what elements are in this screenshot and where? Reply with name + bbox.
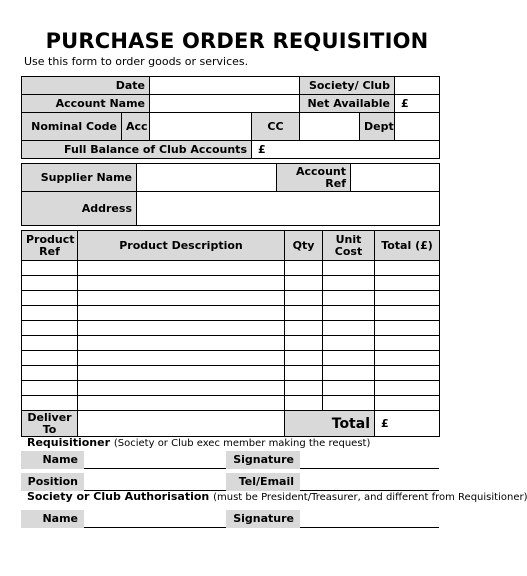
auth-name-label: Name (21, 510, 84, 528)
req-signature-label: Signature (226, 451, 300, 469)
auth-name-field[interactable] (84, 527, 226, 528)
authorisation-note: (must be President/Treasurer, and different from Requisitioner) (213, 492, 527, 503)
grand-total-field[interactable]: £ (375, 411, 440, 437)
date-label: Date (22, 77, 150, 95)
address-field[interactable] (137, 192, 440, 226)
supplier-table (21, 163, 440, 226)
grand-total-label: Total (285, 411, 375, 437)
supplier-name-label: Supplier Name (22, 164, 137, 192)
form-subtitle: Use this form to order goods or services. (24, 55, 249, 68)
account-ref-field[interactable] (351, 164, 440, 192)
auth-signature-field[interactable] (300, 527, 439, 528)
acc-field[interactable] (150, 113, 252, 141)
requisitioner-heading (27, 436, 370, 449)
full-balance-label: Full Balance of Club Accounts (22, 141, 252, 159)
nominal-code-label: Nominal Code (22, 113, 122, 141)
details-table (21, 76, 440, 159)
table-row (22, 336, 440, 351)
table-row (22, 276, 440, 291)
net-available-label: Net Available (300, 95, 395, 113)
table-row (22, 261, 440, 276)
col-unit-cost: Unit Cost (323, 231, 375, 261)
account-ref-label: Account Ref (277, 164, 351, 192)
full-balance-field[interactable]: £ (252, 141, 440, 159)
table-row (22, 396, 440, 411)
account-name-label: Account Name (22, 95, 150, 113)
auth-signature-label: Signature (226, 510, 300, 528)
cc-label: CC (252, 113, 300, 141)
society-club-field[interactable] (395, 77, 440, 95)
req-name-label: Name (21, 451, 84, 469)
dept-field[interactable] (395, 113, 440, 141)
req-name-field[interactable] (84, 468, 226, 469)
req-position-label: Position (21, 473, 84, 491)
table-row (22, 351, 440, 366)
req-tel-email-label: Tel/Email (226, 473, 300, 491)
col-product-description: Product Description (78, 231, 285, 261)
supplier-name-field[interactable] (137, 164, 277, 192)
net-available-field[interactable]: £ (395, 95, 440, 113)
col-product-ref: Product Ref (22, 231, 78, 261)
cc-field[interactable] (300, 113, 360, 141)
req-signature-field[interactable] (300, 468, 439, 469)
form-title: PURCHASE ORDER REQUISITION (45, 29, 429, 53)
dept-label: Dept (360, 113, 395, 141)
table-row (22, 306, 440, 321)
acc-label: Acc (122, 113, 150, 141)
table-row (22, 381, 440, 396)
col-total: Total (£) (375, 231, 440, 261)
table-row (22, 291, 440, 306)
table-row (22, 366, 440, 381)
deliver-to-field[interactable] (78, 411, 285, 437)
table-row (22, 321, 440, 336)
items-table (21, 230, 440, 437)
account-name-field[interactable] (150, 95, 300, 113)
address-label: Address (22, 192, 137, 226)
authorisation-heading (27, 490, 527, 503)
deliver-to-label: Deliver To (22, 411, 78, 437)
requisitioner-note: (Society or Club exec member making the request) (113, 438, 371, 449)
authorisation-title: Society or Club Authorisation (27, 490, 210, 503)
society-club-label: Society/ Club (300, 77, 395, 95)
date-field[interactable] (150, 77, 300, 95)
requisitioner-title: Requisitioner (27, 436, 111, 449)
col-qty: Qty (285, 231, 323, 261)
